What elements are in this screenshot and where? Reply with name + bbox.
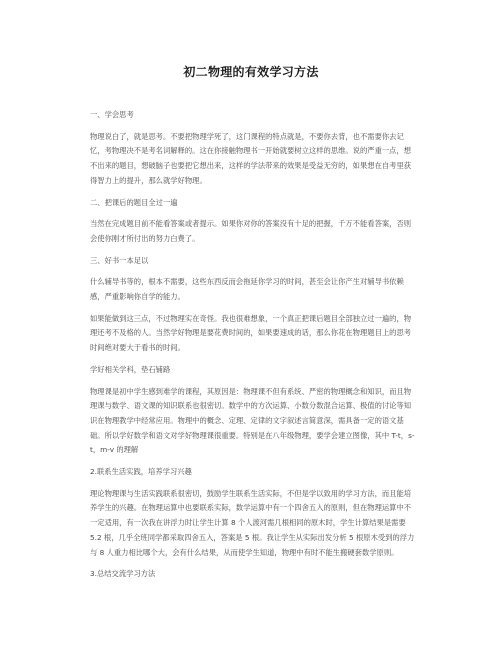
paragraph: 当然在完成题目前不能看答案或者提示。如果你对你的答案没有十足的把握，千万不能看答案，否则会使你刚才所付出的努力白费了。 [90, 219, 412, 243]
section-heading: 3.总结交流学习方法 [90, 569, 156, 579]
paragraph: 理论物理课与生活实践联系很密切，鼓励学生联系生活实际，不但是学以致用的学习方法，而且能培养学生的兴趣。在物理运算中也要联系实际，数学运算中有一个四舍五入的原则，但在物理运算中不一定适用，有一次我在讲浮力时让学生计算 8 个人渡河需几根相同的原木时，学生计算结果是需要 5.2 根，几乎全班同学都采取四舍五入，答案是 5 根。我让学生从实际出发分析 5 根原木受到的浮力与 8 人重力相比哪个大，会有什么结果，从而使学生知道，物理中有时不能生搬硬套数学原则。 [90, 488, 415, 557]
document-title: 初二物理的有效学习方法 [183, 65, 319, 79]
section-heading: 一、学会思考 [90, 110, 134, 119]
section-heading: 学好相关学科，垫石铺路 [90, 364, 171, 374]
paragraph: 什么辅导书等的，根本不需要，这些东西反而会拖延你学习的时间，甚至会让你产生对辅导书依赖感，严重影响你自学的能力。 [90, 277, 404, 302]
paragraph: 物理说白了，就是思考。不要把物理学死了，这门课程的特点就是，不要你去背，也不需要你去记忆，考物理决不是考名词解释的。这在你接触物理书一开始就要树立这样的思维。说的严重一点，想不出来的题目，想破脑子也要把它想出来，这样的学法带来的效果是受益无穷的，如果想在自考里获得智力上的提升，那么就学好物理。 [90, 131, 412, 185]
paragraph: 如果能做到这三点，不过物理实在奇怪。我也很难想象，一个真正把课后题目全部独立过一遍的，物理还考不及格的人。当然学好物理是要花费时间的，如果要速成的话，那么你花在物理题目上的思考时间绝对要大于看书的时间。 [90, 313, 412, 353]
section-heading: 三、好书一本足以 [90, 255, 149, 265]
section-heading: 二、把课后的题目全过一遍 [90, 197, 178, 207]
document-body [90, 108, 415, 582]
paragraph: 物理课是初中学生感到难学的课程，其原因是：物理课不但有系统、严密的物理概念和知识，而且物理课与数学、语文课的知识联系也很密切。数学中的方次运算、小数分数混合运算、极值的讨论等知识在物理教学中经常应用。物理中的概念、定理、定律的文字叙述言简意深，需具备一定的语文基础。所以学好数学和语文对学好物理课很重要。特别是在八年级物理，要学会建立图像，其中 T-t，s-t，m-v 的理解 [90, 386, 415, 455]
section-heading: 2.联系生活实践，培养学习兴趣 [90, 467, 192, 477]
